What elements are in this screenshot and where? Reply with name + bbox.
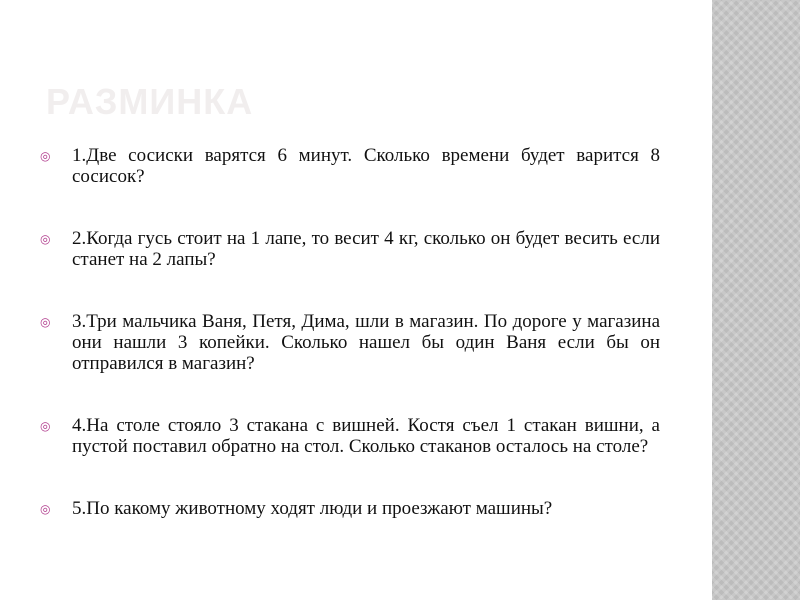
- question-text: 3.Три мальчика Ваня, Петя, Дима, шли в магазин. По дороге у магазина они нашли 3 копейки. Сколько нашел бы один Ваня если бы он отправился в магазин?: [72, 311, 660, 374]
- question-text: 1.Две сосиски варятся 6 минут. Сколько времени будет варится 8 сосисок?: [72, 145, 660, 187]
- list-item: [40, 228, 660, 270]
- list-item: [40, 498, 660, 520]
- question-list: [40, 145, 660, 520]
- list-item: [40, 145, 660, 187]
- circle-bullet-icon: ◎: [40, 149, 51, 163]
- circle-bullet-icon: ◎: [40, 502, 51, 516]
- circle-bullet-icon: ◎: [40, 232, 51, 246]
- slide-title: РАЗМИНКА: [46, 81, 254, 122]
- decorative-side-panel: [712, 0, 800, 600]
- circle-bullet-icon: ◎: [40, 419, 51, 433]
- question-text: 2.Когда гусь стоит на 1 лапе, то весит 4 кг, сколько он будет весить если станет на 2 лапы?: [72, 228, 660, 270]
- list-item: [40, 311, 660, 374]
- question-text: 5.По какому животному ходят люди и проезжают машины?: [72, 498, 553, 519]
- question-text: 4.На столе стояло 3 стакана с вишней. Костя съел 1 стакан вишни, а пустой поставил обратно на стол. Сколько стаканов осталось на столе?: [72, 415, 660, 457]
- circle-bullet-icon: ◎: [40, 315, 51, 329]
- list-item: [40, 415, 660, 457]
